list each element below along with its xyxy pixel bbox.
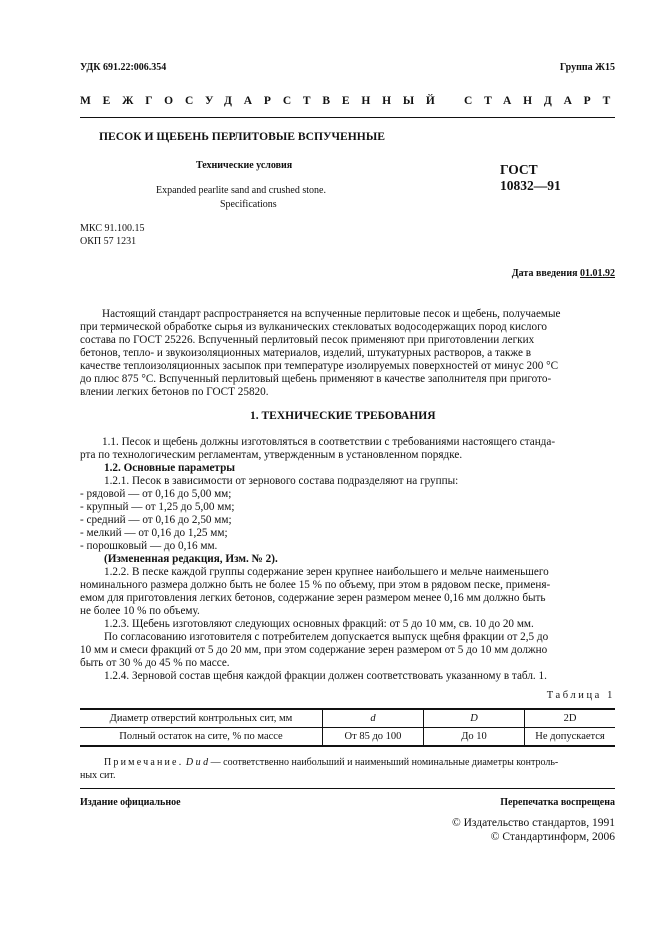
section-1-2-heading: 1.2. Основные параметры <box>104 462 236 474</box>
intro-line-4: бетонов, тепло- и звукоизоляционных материалов, изделий, штукатурных растворов, а также в <box>80 347 532 359</box>
p11-line-1: 1.1. Песок и щебень должны изготовляться в соответствии с требованиями настоящего станда- <box>102 436 556 448</box>
official-edition: Издание официальное <box>80 797 181 808</box>
note-var-D: D <box>185 757 194 768</box>
intro-line-2: при термической обработке сырья из вулканических стекловатых водосодержащих пород кислого <box>80 321 548 333</box>
table-cell: Диаметр отверстий контрольных сит, мм <box>80 709 323 728</box>
intro-line-7: влении легких бетонов по ГОСТ 25820. <box>80 386 269 398</box>
intro-line-1: Настоящий стандарт распространяется на вспученные перлитовые песок и щебень, получаемые <box>102 308 561 320</box>
gost-number: 10832—91 <box>500 178 561 193</box>
intro-line-6: до плюс 875 °С. Вспученный перлитовый щебень применяют в качестве заполнителя при пригото- <box>80 373 552 385</box>
intro-line-3: состава по ГОСТ 25226. Вспученный перлитовый песок применяют при приготовлении легких <box>80 334 535 346</box>
okp-code: ОКП 57 1231 <box>80 236 137 247</box>
mks-code: МКС 91.100.15 <box>80 223 145 234</box>
note-var-d: d <box>203 757 209 768</box>
table-cell: Полный остаток на сите, % по массе <box>80 728 323 747</box>
document-title: ПЕСОК И ЩЕБЕНЬ ПЕРЛИТОВЫЕ ВСПУЧЕННЫЕ <box>99 130 385 143</box>
table-cell: D <box>424 709 525 728</box>
p124: 1.2.4. Зерновой состав щебня каждой фракции должен соответствовать указанному в табл. 1. <box>104 670 547 682</box>
group-item: - рядовой — от 0,16 до 5,00 мм; <box>80 488 232 500</box>
banner-standard: СТАНДАРТ <box>464 95 623 107</box>
table-cell: d <box>323 709 424 728</box>
table-row <box>80 709 615 728</box>
p11-line-2: рта по технологическим регламентам, утвержденным в установленном порядке. <box>80 449 463 461</box>
group-item: - крупный — от 1,25 до 5,00 мм; <box>80 501 235 513</box>
document-subtitle: Технические условия <box>196 160 293 171</box>
intro-line-5: качестве теплоизоляционных засыпок при температуре изолируемых поверхностей от минус 200 °С <box>80 360 559 372</box>
table-1 <box>80 708 615 747</box>
header-rule <box>80 117 615 118</box>
p122-line-3: емом для приготовления легких бетонов, содержание зерен размером менее 0,16 мм должно быть <box>80 592 546 604</box>
english-title-line2: Specifications <box>220 199 277 210</box>
table-row <box>80 728 615 747</box>
effective-date-value: 01.01.92 <box>580 268 615 279</box>
note-label: Примечание. <box>104 757 184 768</box>
amendment-note: (Измененная редакция, Изм. № 2). <box>104 553 278 565</box>
table-cell: До 10 <box>424 728 525 747</box>
p123b-line-3: быть от 30 % до 45 % по массе. <box>80 657 230 669</box>
table-cell: 2D <box>525 709 616 728</box>
effective-date <box>512 268 615 279</box>
footer-rule <box>80 788 615 789</box>
effective-date-label: Дата введения <box>511 268 578 279</box>
p122-line-2: номинального размера должно быть не более 15 % по объему, при этом в рядовом песке, применя- <box>80 579 551 591</box>
group-item: - порошковый — до 0,16 мм. <box>80 540 218 552</box>
p122-line-4: не более 10 % по объему. <box>80 605 200 617</box>
p123b-line-1: По согласованию изготовителя с потребителем допускается выпуск щебня фракции от 2,5 до <box>104 631 549 643</box>
table-cell: От 85 до 100 <box>323 728 424 747</box>
table-1-caption: Таблица 1 <box>546 690 615 701</box>
section-1-heading: 1. ТЕХНИЧЕСКИЕ ТРЕБОВАНИЯ <box>250 410 436 422</box>
table-cell: Не допускается <box>525 728 616 747</box>
note-and: и <box>195 757 201 768</box>
copyright-2006: © Стандартинформ, 2006 <box>490 831 615 843</box>
p121: 1.2.1. Песок в зависимости от зернового состава подразделяют на группы: <box>104 475 459 487</box>
table-note <box>104 757 558 768</box>
group-item: - мелкий — от 0,16 до 1,25 мм; <box>80 527 228 539</box>
p123b-line-2: 10 мм и смеси фракций от 5 до 20 мм, при этом содержание зерен размером от 5 до 10 мм должно <box>80 644 548 656</box>
reprint-prohibited: Перепечатка воспрещена <box>500 797 615 808</box>
p123: 1.2.3. Щебень изготовляют следующих основных фракций: от 5 до 10 мм, св. 10 до 20 мм. <box>104 618 534 630</box>
p122-line-1: 1.2.2. В песке каждой группы содержание зерен крупнее наибольшего и мельче наименьшего <box>104 566 549 578</box>
note-line-2: ных сит. <box>80 770 116 781</box>
copyright-1991: © Издательство стандартов, 1991 <box>451 817 615 829</box>
udk-code: УДК 691.22:006.354 <box>80 62 167 73</box>
group-item: - средний — от 0,16 до 2,50 мм; <box>80 514 232 526</box>
banner-interstate: МЕЖГОСУДАРСТВЕННЫЙ <box>80 95 447 107</box>
note-text: — соответственно наибольший и наименьший номинальные диаметры контроль- <box>210 757 559 768</box>
group-code: Группа Ж15 <box>559 62 615 73</box>
english-title-line1: Expanded pearlite sand and crushed stone. <box>156 185 326 196</box>
gost-label: ГОСТ <box>500 162 538 177</box>
